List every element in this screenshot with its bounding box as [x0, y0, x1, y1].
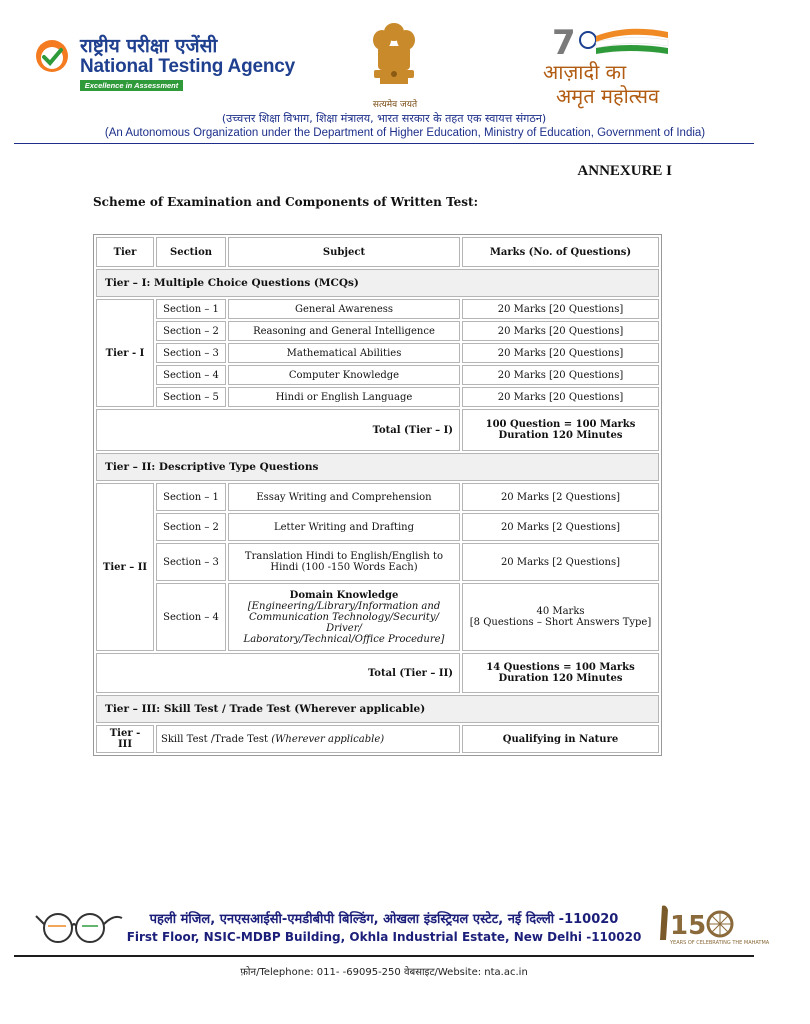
tier3-label: Tier - III [96, 725, 154, 753]
national-emblem-icon [366, 18, 422, 96]
marks-cell: 20 Marks [20 Questions] [462, 343, 659, 363]
subject-line: [Engineering/Library/Information and [247, 600, 441, 612]
scheme-title: Scheme of Examination and Components of Written Test: [93, 195, 479, 209]
section-cell: Section – 5 [156, 387, 226, 407]
subject-cell: Hindi or English Language [228, 387, 460, 407]
marks-cell: Qualifying in Nature [462, 725, 659, 753]
marks-cell: 20 Marks [2 Questions] [462, 543, 659, 581]
table-row [96, 513, 659, 541]
azadi-line-1: आज़ादी का [543, 60, 627, 84]
exam-scheme-table [93, 234, 662, 756]
table-row [96, 387, 659, 407]
table-row [96, 299, 659, 319]
tier3-band-row [96, 695, 659, 723]
section-cell: Section – 3 [156, 343, 226, 363]
marks-cell [462, 583, 659, 651]
tier2-total-value [462, 653, 659, 693]
letterhead [0, 0, 768, 148]
nta-hindi-name: राष्ट्रीय परीक्षा एजेंसी [80, 35, 218, 57]
svg-text:15: 15 [670, 911, 707, 941]
section-cell: Section – 2 [156, 321, 226, 341]
organization-hindi: (उच्चत्तर शिक्षा विभाग, शिक्षा मंत्रालय, भारत सरकार के तहत एक स्वायत्त संगठन) [221, 112, 547, 125]
tier1-total-questions: 100 Question = 100 Marks [485, 419, 636, 430]
subject-cell: Reasoning and General Intelligence [228, 321, 460, 341]
subject-line: Communication Technology/Security/ Driver/ [249, 611, 439, 634]
annexure-title: ANNEXURE I [577, 163, 672, 179]
marks-cell: 20 Marks [20 Questions] [462, 365, 659, 385]
tier1-band: Tier – I: Multiple Choice Questions (MCQs) [96, 269, 659, 297]
section-cell: Section – 4 [156, 583, 226, 651]
subject-cell: Essay Writing and Comprehension [228, 483, 460, 511]
subject-line: Laboratory/Technical/Office Procedure] [243, 633, 445, 645]
footer-address-hindi: पहली मंजिल, एनएसआईसी-एमडीबीपी बिल्डिंग, ओखला इंडस्ट्रियल एस्टेट, नई दिल्ली -110020 [149, 912, 619, 927]
section-cell: Section – 2 [156, 513, 226, 541]
tier1-total-value [462, 409, 659, 451]
footer-address-english: First Floor, NSIC-MDBP Building, Okhla Industrial Estate, New Delhi -110020 [126, 930, 642, 944]
tier1-label: Tier - I [96, 299, 154, 407]
tier1-total-row [96, 409, 659, 451]
tier2-band: Tier – II: Descriptive Type Questions [96, 453, 659, 481]
header-subject: Subject [228, 237, 460, 267]
table-row [96, 725, 659, 753]
marks-line: [8 Questions – Short Answers Type] [469, 617, 652, 628]
subject-line: Translation Hindi to English/English to [244, 551, 444, 562]
section-cell: Section – 3 [156, 543, 226, 581]
subject-title: Domain Knowledge [289, 589, 399, 601]
header-section: Section [156, 237, 226, 267]
tier1-total-label: Total (Tier – I) [96, 409, 460, 451]
tier2-total-questions: 14 Questions = 100 Marks [486, 662, 635, 673]
tier2-total-label: Total (Tier – II) [96, 653, 460, 693]
section-cell: Section – 1 [156, 483, 226, 511]
tier2-label: Tier – II [96, 483, 154, 651]
table-row [96, 483, 659, 511]
marks-cell: 20 Marks [2 Questions] [462, 513, 659, 541]
subject-line: Hindi (100 -150 Words Each) [270, 562, 418, 573]
table-row [96, 343, 659, 363]
header-tier: Tier [96, 237, 154, 267]
tier2-band-row [96, 453, 659, 481]
nta-tagline: Excellence in Assessment [80, 80, 183, 91]
tier3-band: Tier – III: Skill Test / Trade Test (Wherever applicable) [96, 695, 659, 723]
gandhi-150-text: YEARS OF CELEBRATING THE MAHATMA [670, 940, 770, 946]
subject-cell [156, 725, 460, 753]
subject-cell [228, 583, 460, 651]
azadi-line-2: अमृत महोत्सव [556, 84, 660, 108]
section-cell: Section – 1 [156, 299, 226, 319]
marks-cell: 20 Marks [20 Questions] [462, 387, 659, 407]
table-row [96, 365, 659, 385]
tier1-band-row [96, 269, 659, 297]
table-row [96, 543, 659, 581]
subject-cell: Mathematical Abilities [228, 343, 460, 363]
subject-cell [228, 543, 460, 581]
table-row [96, 321, 659, 341]
table-row [96, 583, 659, 651]
subject-cell: Computer Knowledge [228, 365, 460, 385]
marks-cell: 20 Marks [2 Questions] [462, 483, 659, 511]
header-marks: Marks (No. of Questions) [462, 237, 659, 267]
tier3-subject: Skill Test /Trade Test [161, 733, 272, 745]
section-cell: Section – 4 [156, 365, 226, 385]
nta-english-name: National Testing Agency [80, 56, 295, 77]
subject-cell: General Awareness [228, 299, 460, 319]
tier3-subject-note: (Wherever applicable) [271, 733, 385, 745]
footer-contact: फ़ोन/Telephone: 011- -69095-250 वेबसाइट/Website: nta.ac.in [240, 967, 528, 978]
header-divider [14, 143, 754, 144]
tier2-total-duration: Duration 120 Minutes [498, 673, 623, 684]
tier1-total-duration: Duration 120 Minutes [498, 430, 623, 441]
organization-english: (An Autonomous Organization under the Department of Higher Education, Ministry of Education, Government of India) [104, 127, 706, 139]
marks-line: 40 Marks [536, 606, 585, 617]
svg-text:7: 7 [552, 23, 576, 63]
marks-cell: 20 Marks [20 Questions] [462, 321, 659, 341]
subject-cell: Letter Writing and Drafting [228, 513, 460, 541]
emblem-caption: सत्यमेव जयते [372, 100, 418, 110]
table-header-row [96, 237, 659, 267]
footer-divider [14, 955, 754, 957]
gandhi-150-years-logo-icon [652, 900, 770, 954]
nta-logo-icon [34, 38, 70, 74]
tier2-total-row [96, 653, 659, 693]
marks-cell: 20 Marks [20 Questions] [462, 299, 659, 319]
